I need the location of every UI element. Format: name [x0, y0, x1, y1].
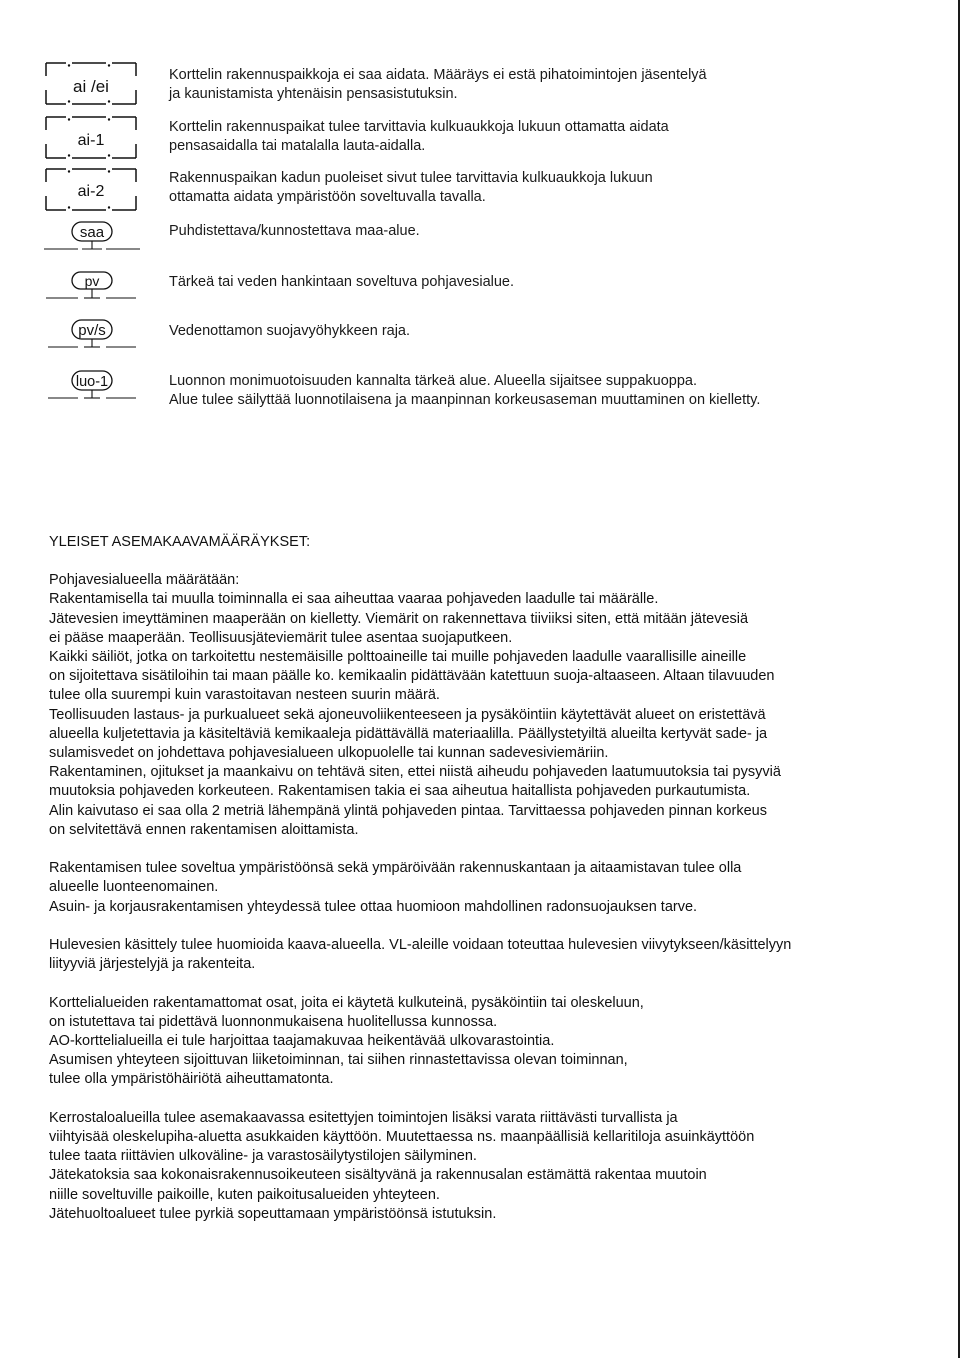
paragraph-line: liityyviä järjestelyjä ja rakenteita. [49, 956, 256, 973]
legend-line: Vedenottamon suojavyöhykkeen raja. [169, 323, 411, 339]
paragraph-groundwater [49, 571, 929, 840]
legend-line: Alue tulee säilyttää luonnotilaisena ja maanpinnan korkeusaseman muuttaminen on kielletty. [169, 392, 761, 408]
symbol-label: pv/s [78, 322, 106, 339]
fence-box-icon [44, 116, 140, 160]
symbol-area-pv [44, 270, 140, 304]
legend-description [169, 222, 929, 241]
legend-description [169, 322, 929, 341]
legend-row-ai-2 [0, 168, 900, 212]
paragraph-line: tulee olla suurempi kuin varastoitavan nesteen suurin määrä. [49, 687, 440, 704]
fence-box-icon [44, 62, 140, 106]
paragraph-line: Pohjavesialueella määrätään: [49, 572, 240, 589]
paragraph-block-areas [49, 994, 929, 1090]
paragraph-line: Kerrostaloalueilla tulee asemakaavassa esitettyjen toimintojen lisäksi varata riittävästi turvallista ja [49, 1109, 678, 1126]
legend-description [169, 66, 929, 104]
paragraph-line: Jätehuoltoalueet tulee pyrkiä sopeuttamaan ympäristöönsä istutuksin. [49, 1205, 497, 1222]
legend-row-pv [0, 270, 900, 304]
paragraph-line: Kaikki säiliöt, jotka on tarkoitettu nestemäisille polttoaineille tai muille pohjaveden laadulle vaarallisille aineille [49, 649, 747, 666]
paragraph-line: alueella kuljetettavia ja käsiteltäviä kemikaaleja pidättävällä materiaalilla. Päällystetyiltä alueilta kertyvät sade- ja [49, 725, 768, 742]
legend-line: Puhdistettava/kunnostettava maa-alue. [169, 223, 420, 239]
symbol-fence-ai-1 [44, 116, 140, 160]
paragraph-line: Korttelialueiden rakentamattomat osat, joita ei käytetä kulkuteinä, pysäköintiin tai oleskeluun, [49, 994, 644, 1011]
legend-row-ai-ei [0, 62, 900, 106]
legend-line: ja kaunistamista yhtenäisin pensasistutuksin. [169, 86, 458, 102]
paragraph-line: viihtyisää oleskelupiha-aluetta asukkaiden käyttöön. Muutettaessa ns. maanpäällisiä kellaritiloja asuinkäyttöön [49, 1129, 755, 1146]
symbol-area-saa [44, 220, 140, 254]
nature-area-icon [44, 370, 140, 404]
paragraph-line: muutoksia pohjaveden korkeuteen. Rakentamisen takia ei saa aiheutua haitallista pohjaveden purkautumista. [49, 783, 751, 800]
symbol-label: ai-2 [77, 183, 105, 200]
legend-line: Korttelin rakennuspaikkoja ei saa aidata. Määräys ei estä pihatoimintojen jäsentelyä [169, 67, 707, 83]
paragraph-line: Rakentaminen, ojitukset ja maankaivu on tehtävä siten, ettei niistä aiheudu pohjaveden laatumuutoksia tai pysyviä [49, 764, 781, 781]
legend-row-pv-s [0, 318, 900, 352]
symbol-label: saa [79, 224, 105, 241]
paragraph-stormwater [49, 936, 929, 974]
symbol-fence-ai-2 [44, 168, 140, 212]
legend-row-luo-1 [0, 370, 900, 414]
paragraph-line: sulamisvedet on johdettava pohjavesialueen ulkopuolelle tai kunnan sadevesiviemäriin. [49, 745, 609, 762]
paragraph-line: tulee taata riittävien ulkoväline- ja varastosäilytystilojen säilyminen. [49, 1148, 477, 1165]
paragraph-line: Jätekatoksia saa kokonaisrakennusoikeuteen sisältyvänä ja rakennusalan estämättä rakentaa muutoin [49, 1167, 707, 1184]
legend-line: Korttelin rakennuspaikat tulee tarvittavia kulkuaukkoja lukuun ottamatta aidata [169, 119, 669, 135]
symbol-label: pv [84, 273, 100, 289]
paragraph-building [49, 859, 929, 917]
paragraph-line: Jätevesien imeyttäminen maaperään on kielletty. Viemärit on rakennettava tiiviiksi siten, että mitään jätevesiä [49, 610, 749, 627]
groundwater-area-icon [44, 270, 140, 304]
legend-line: Luonnon monimuotoisuuden kannalta tärkeä alue. Alueella sijaitsee suppakuoppa. [169, 373, 698, 389]
legend-row-saa [0, 220, 900, 254]
paragraph-line: Alin kaivutaso ei saa olla 2 metriä lähempänä ylintä pohjaveden pintaa. Tarvittaessa pohjaveden pinnan korkeus [49, 802, 767, 819]
paragraph-line: Rakentamisen tulee soveltua ympäristöönsä sekä ympäröivään rakennuskantaan ja aitaamistavan tulee olla [49, 860, 742, 877]
paragraph-line: ei pääse maaperään. Teollisuusjäteviemärit tulee asentaa suojaputkeen. [49, 629, 513, 646]
symbol-label: luo-1 [75, 374, 109, 390]
symbol-area-luo-1 [44, 370, 140, 404]
paragraph-line: niille soveltuville paikoille, kuten paikoitusalueiden yhteyteen. [49, 1186, 440, 1203]
paragraph-apartment-areas [49, 1109, 929, 1224]
section-heading: YLEISET ASEMAKAAVAMÄÄRÄYKSET: [49, 534, 311, 550]
paragraph-line: AO-korttelialueilla ei tule harjoittaa taajamakuvaa heikentävää ulkovarastointia. [49, 1033, 555, 1050]
paragraph-line: tulee olla ympäristöhäiriötä aiheuttamatonta. [49, 1071, 334, 1088]
paragraph-line: alueelle luonteenomainen. [49, 879, 219, 896]
paragraph-line: Rakentamisella tai muulla toiminnalla ei saa aiheuttaa vaaraa pohjaveden laadulle tai määrälle. [49, 591, 659, 608]
paragraph-line: on sijoitettava sisätiloihin tai maan päälle ko. kemikaalin pidättävään katettuun suoja-altaaseen. Altaan tilavuuden [49, 668, 775, 685]
area-boundary-icon [44, 220, 140, 254]
legend-line: pensasaidalla tai matalalla lauta-aidalla. [169, 138, 426, 154]
general-regulations [49, 533, 929, 1243]
legend-description [169, 273, 929, 292]
protection-zone-icon [44, 318, 140, 352]
symbol-label: ai /ei [73, 77, 109, 96]
fence-box-icon [44, 168, 140, 212]
symbol-label: ai-1 [77, 132, 105, 149]
legend-line: Rakennuspaikan kadun puoleiset sivut tulee tarvittavia kulkuaukkoja lukuun [169, 170, 653, 186]
legend-description [169, 169, 929, 207]
paragraph-line: on selvitettävä ennen rakentamisen aloittamista. [49, 821, 359, 838]
symbol-fence-ai-ei [44, 62, 140, 106]
symbol-area-pv-s [44, 318, 140, 352]
legend-row-ai-1 [0, 116, 900, 160]
paragraph-line: Hulevesien käsittely tulee huomioida kaava-alueella. VL-aleille voidaan toteuttaa hulevesien viivytykseen/käsittelyyn [49, 937, 792, 954]
paragraph-line: Asuin- ja korjausrakentamisen yhteydessä tulee ottaa huomioon mahdollinen radonsuojauksen tarve. [49, 898, 698, 915]
legend-line: ottamatta aidata ympäristöön soveltuvalla tavalla. [169, 189, 486, 205]
legend-description [169, 118, 929, 156]
paragraph-line: Asumisen yhteyteen sijoittuvan liiketoiminnan, tai siihen rinnastettavissa olevan toiminnan, [49, 1052, 628, 1069]
paragraph-line: on istutettava tai pidettävä luonnonmukaisena huolitellussa kunnossa. [49, 1013, 498, 1030]
paragraph-line: Teollisuuden lastaus- ja purkualueet sekä ajoneuvoliikenteeseen ja pysäköintiin käytettävät alueet on eristettävä [49, 706, 766, 723]
legend-description [169, 372, 929, 410]
legend-line: Tärkeä tai veden hankintaan soveltuva pohjavesialue. [169, 274, 515, 290]
